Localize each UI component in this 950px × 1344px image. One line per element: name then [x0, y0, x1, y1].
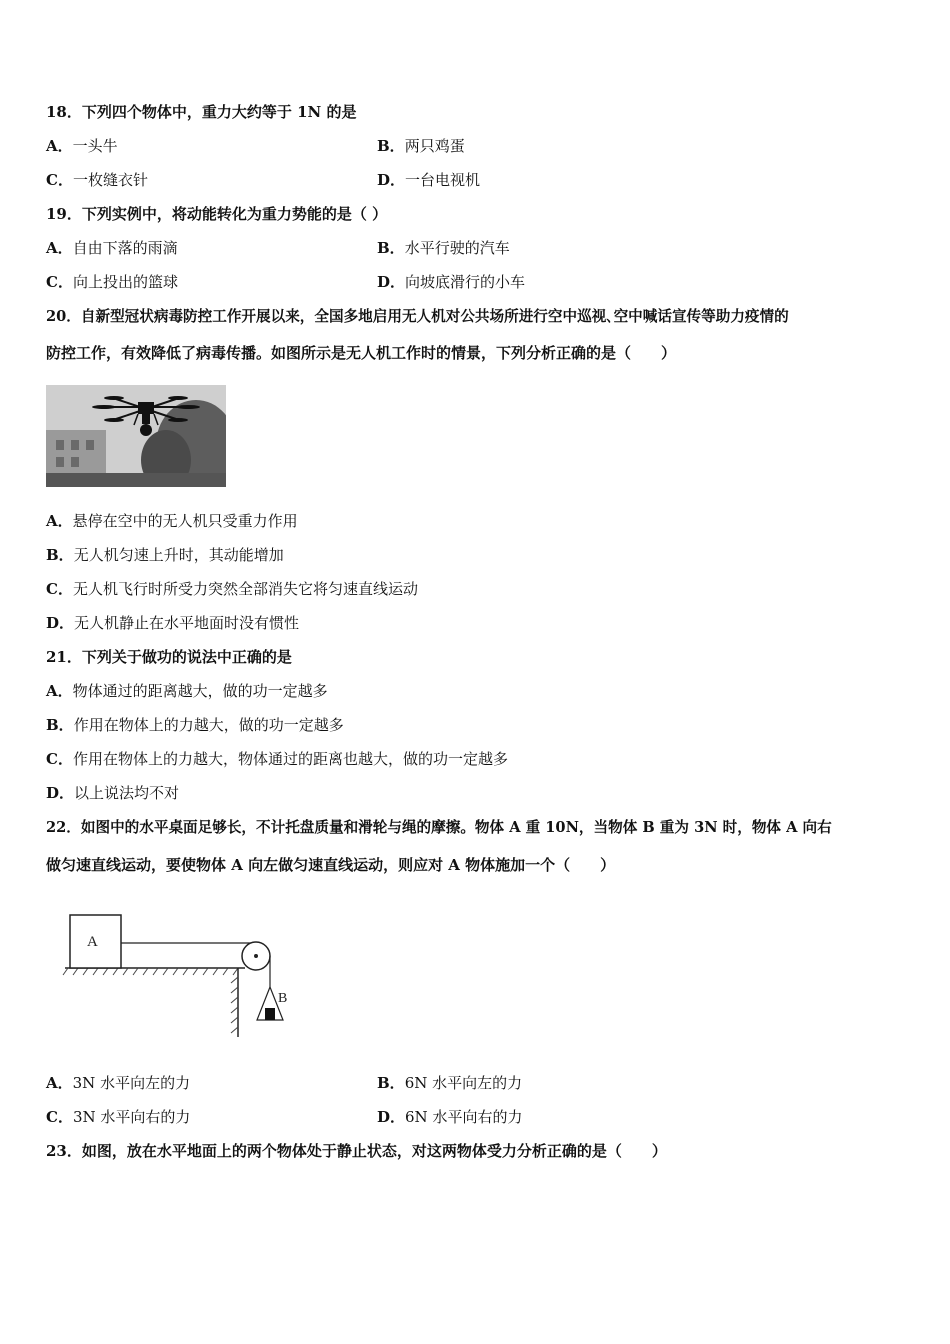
table-hatching — [63, 968, 238, 975]
drone-illustration — [46, 385, 226, 487]
question-19-option-c: C．向上投出的篮球 — [46, 273, 178, 291]
question-22-stem-line2: 做匀速直线运动，要使物体 A 向左做匀速直线运动，则应对 A 物体施加一个（ ） — [46, 856, 616, 874]
question-20-option-a: A．悬停在空中的无人机只受重力作用 — [46, 512, 298, 530]
drone-photo — [46, 385, 226, 487]
question-22-stem-line1: 22．如图中的水平桌面足够长，不计托盘质量和滑轮与绳的摩擦。物体 A 重 10N，当物体 B 重为 3N 时，物体 A 向右 — [46, 819, 832, 836]
question-22-option-c: C．3N 水平向右的力 — [46, 1108, 191, 1126]
question-20-stem-line2: 防控工作，有效降低了病毒传播。如图所示是无人机工作时的情景，下列分析正确的是（ ） — [46, 344, 677, 362]
question-19-option-a: A．自由下落的雨滴 — [46, 239, 178, 257]
question-19-option-b: B．水平行驶的汽车 — [377, 239, 510, 257]
question-22-option-b: B．6N 水平向左的力 — [377, 1074, 523, 1092]
question-23-stem: 23．如图，放在水平地面上的两个物体处于静止状态，对这两物体受力分析正确的是（ ） — [46, 1142, 667, 1160]
question-20-stem-line1: 20．自新型冠状病毒防控工作开展以来，全国多地启用无人机对公共场所进行空中巡视､空中喊话宣传等助力疫情的 — [46, 308, 789, 325]
question-21-stem: 21．下列关于做功的说法中正确的是 — [46, 648, 292, 666]
block-a-label: A — [87, 934, 98, 950]
question-18-option-a: A．一头牛 — [46, 137, 118, 155]
question-18-option-d: D．一台电视机 — [377, 171, 481, 189]
question-21-option-c: C．作用在物体上的力越大，物体通过的距离也越大，做的功一定越多 — [46, 750, 508, 768]
question-21-option-d: D．以上说法均不对 — [46, 784, 180, 802]
pulley-diagram — [60, 905, 310, 1045]
question-21-option-a: A．物体通过的距离越大，做的功一定越多 — [46, 682, 328, 700]
question-18-stem: 18．下列四个物体中，重力大约等于 1N 的是 — [46, 103, 357, 121]
question-19-stem: 19．下列实例中，将动能转化为重力势能的是（ ） — [46, 205, 388, 223]
question-21-option-b: B．作用在物体上的力越大，做的功一定越多 — [46, 716, 344, 734]
question-18-option-b: B．两只鸡蛋 — [377, 137, 465, 155]
question-19-option-d: D．向坡底滑行的小车 — [377, 273, 526, 291]
weight-b-label: B — [278, 991, 288, 1006]
question-20-option-c: C．无人机飞行时所受力突然全部消失它将匀速直线运动 — [46, 580, 418, 598]
weight-b — [265, 1008, 275, 1020]
question-22-option-d: D．6N 水平向右的力 — [377, 1108, 523, 1126]
question-20-option-b: B．无人机匀速上升时，其动能增加 — [46, 546, 284, 564]
question-22-option-a: A．3N 水平向左的力 — [46, 1074, 191, 1092]
question-20-option-d: D．无人机静止在水平地面时没有惯性 — [46, 614, 300, 632]
question-18-option-c: C．一枚缝衣针 — [46, 171, 148, 189]
